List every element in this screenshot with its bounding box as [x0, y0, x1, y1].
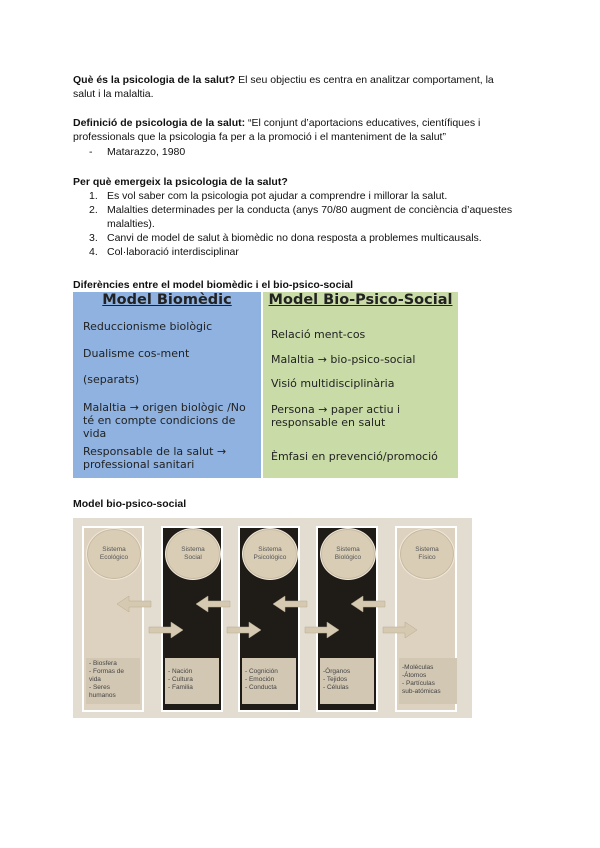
- biomedical-item: Dualisme cos-ment: [83, 347, 190, 360]
- system-label: Sistema: [181, 546, 205, 553]
- biopsychosocial-item: Èmfasi en prevenció/promoció: [271, 450, 438, 463]
- system-name: Social: [184, 554, 202, 561]
- system-name: Físico: [418, 554, 436, 561]
- list-text: Es vol saber com la psicologia pot ajudar a comprendre i millorar la salut.: [107, 190, 448, 202]
- biomedical-item: Malaltia → origen biològic /No té en compte condicions de vida: [83, 401, 246, 440]
- left-arrow-icon: [117, 596, 151, 612]
- emergence-list: [73, 189, 533, 259]
- right-arrow-icon: [227, 622, 261, 638]
- emergence-section: [73, 175, 533, 259]
- system-label: Sistema: [102, 546, 126, 553]
- component-item: - Emoción: [245, 676, 275, 683]
- intro-question: Què és la psicologia de la salut?: [73, 74, 236, 86]
- component-item: -Átomos: [402, 672, 427, 679]
- biomedical-item: Responsable de la salut → professional sanitari: [83, 445, 227, 471]
- list-item: [73, 203, 533, 231]
- system-components-box: [86, 658, 140, 704]
- biopsychosocial-item: Visió multidisciplinària: [271, 377, 395, 390]
- list-item: [73, 231, 533, 245]
- biopsychosocial-column: [263, 292, 458, 478]
- biopsychosocial-diagram: [73, 518, 472, 718]
- component-item: sub-atómicas: [402, 688, 441, 695]
- component-item: - Nación: [168, 668, 193, 675]
- list-text: Canvi de model de salut à biomèdic no dona resposta a problemes multicausals.: [107, 232, 482, 244]
- intro-paragraph: [73, 73, 533, 101]
- biopsychosocial-item: Relació ment-cos: [271, 328, 366, 341]
- list-number: 2.: [89, 204, 98, 216]
- definition-text-b: professionals que la psicologia fa per a la promoció i el manteniment de la salut”: [73, 131, 446, 143]
- intro-text-b: salut i la malaltia.: [73, 88, 154, 100]
- system-components-box: [399, 658, 457, 704]
- comparison-table: [73, 292, 458, 478]
- biopsychosocial-item: Persona → paper actiu i responsable en salut: [271, 403, 401, 429]
- dash-marker: -: [89, 146, 93, 158]
- right-arrow-icon: [305, 622, 339, 638]
- right-arrow-icon: [383, 622, 417, 638]
- model-heading: Model bio-psico-social: [73, 498, 187, 510]
- differences-heading: Diferències entre el model biomèdic i el bio-psico-social: [73, 279, 354, 291]
- left-arrow-icon: [273, 596, 307, 612]
- system-components-box: [165, 658, 219, 704]
- component-item: - Cultura: [168, 676, 193, 683]
- definition-author: Matarazzo, 1980: [107, 146, 186, 158]
- component-item: -Moléculas: [402, 664, 434, 671]
- intro-text-a: El seu objectiu es centra en analitzar comportament, la: [235, 74, 494, 86]
- system-components-box: [320, 658, 374, 704]
- system-components-box: [242, 658, 296, 704]
- component-item: - Seres: [89, 684, 110, 691]
- list-item: [73, 189, 533, 203]
- component-item: - Tejidos: [323, 676, 348, 683]
- list-number: 4.: [89, 246, 98, 258]
- model-heading-block: [73, 497, 533, 511]
- system-name: Ecológico: [99, 554, 129, 561]
- component-item: - Formas de: [89, 668, 125, 675]
- component-item: - Biosfera: [89, 660, 117, 667]
- component-item: - Cognición: [245, 668, 278, 675]
- differences-heading-block: [73, 278, 533, 292]
- biopsychosocial-item: Malaltia → bio-psico-social: [271, 353, 416, 366]
- system-label: Sistema: [336, 546, 360, 553]
- component-item: humanos: [89, 692, 116, 699]
- component-item: - Células: [323, 684, 349, 691]
- emergence-heading: Per què emergeix la psicologia de la salut?: [73, 176, 288, 188]
- list-text: Malalties determinades per la conducta (anys 70/80 augment de conciència d’aquestes malalties).: [107, 204, 513, 230]
- left-arrow-icon: [196, 596, 230, 612]
- definition-text-a: “El conjunt d’aportacions educatives, científiques i: [245, 117, 481, 129]
- list-text: Col·laboració interdisciplinar: [107, 246, 239, 258]
- system-name: Biológico: [334, 554, 362, 561]
- biomedical-column: [73, 292, 261, 478]
- system-label: Sistema: [415, 546, 439, 553]
- right-arrow-icon: [149, 622, 183, 638]
- component-item: vida: [89, 676, 101, 683]
- definition-label: Definició de psicologia de la salut:: [73, 117, 246, 129]
- list-item: [73, 245, 533, 259]
- component-item: - Partículas: [402, 680, 435, 687]
- definition-source: [73, 145, 533, 159]
- component-item: -Órganos: [323, 668, 351, 675]
- system-label: Sistema: [258, 546, 282, 553]
- component-item: - Conducta: [245, 684, 277, 691]
- biopsychosocial-title: Model Bio-Psico-Social: [268, 292, 453, 308]
- system-name: Psicológico: [253, 554, 287, 561]
- biomedical-item: (separats): [83, 373, 140, 386]
- biomedical-title: Model Biomèdic: [102, 292, 232, 308]
- definition-paragraph: [73, 116, 533, 159]
- component-item: - Familia: [168, 684, 193, 691]
- list-number: 1.: [89, 190, 98, 202]
- biomedical-item: Reduccionisme biològic: [83, 320, 213, 333]
- left-arrow-icon: [351, 596, 385, 612]
- list-number: 3.: [89, 232, 98, 244]
